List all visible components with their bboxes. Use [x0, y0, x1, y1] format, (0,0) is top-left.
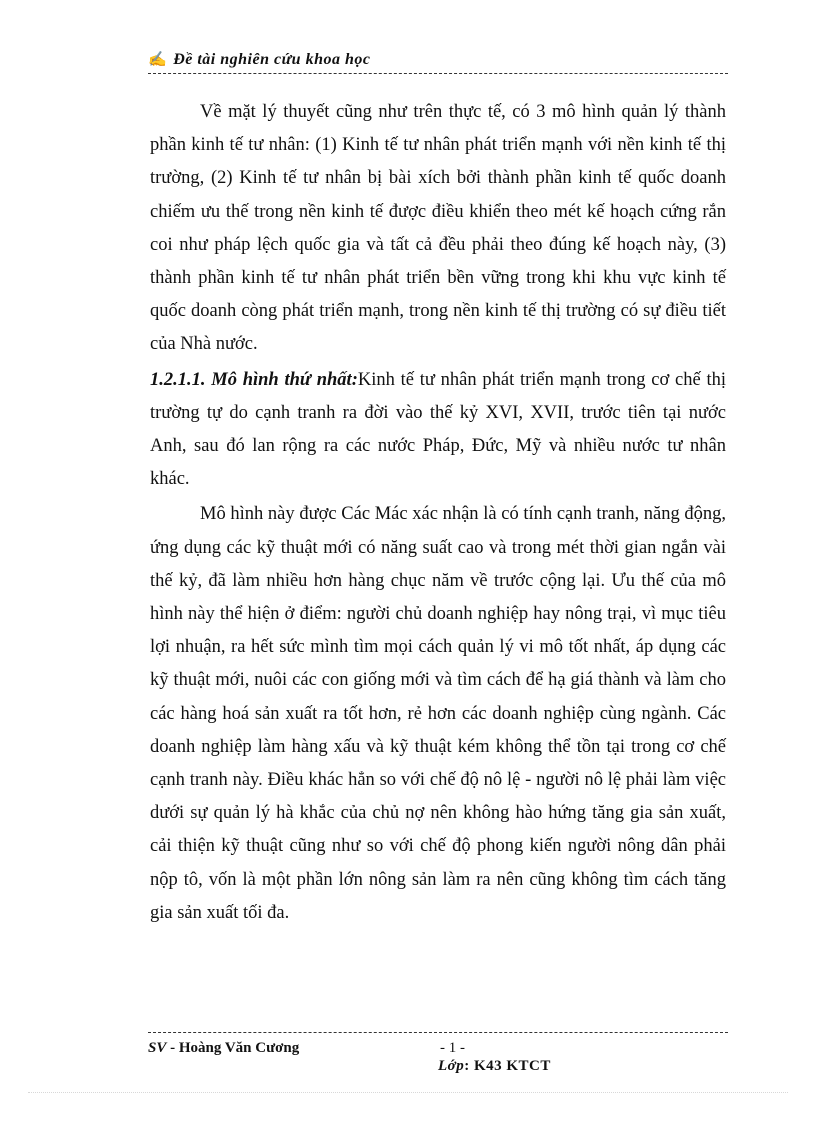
author-name: - Hoàng Văn Cương	[166, 1040, 300, 1056]
writing-hand-icon: ✍	[148, 52, 168, 68]
paragraph-2	[150, 364, 726, 497]
paragraph-3: Mô hình này được Các Mác xác nhận là có tính cạnh tranh, năng động, ứng dụng các kỹ thuật mới có năng suất cao và trong mét thời gian ngắn vài thế kỷ, đã làm nhiều hơn hàng chục năm về trước cộng lại. Ưu thế của mô hình này thể hiện ở điểm: người chủ doanh nghiệp hay nông trại, vì mục tiêu lợi nhuận, ra hết sức mình tìm mọi cách quản lý vi mô tốt nhất, áp dụng các kỹ thuật mới, nuôi các con giống mới và tìm cách để hạ giá thành và làm cho các hàng hoá sản xuất ra tốt hơn, rẻ hơn các doanh nghiệp cùng ngành. Các doanh nghiệp làm hàng xấu và kỹ thuật kém không thể tồn tại trong cơ chế cạnh tranh này. Điều khác hẳn so với chế độ nô lệ - người nô lệ phải làm việc dưới sự quản lý hà khắc của chủ nợ nên không hào hứng tăng gia sản xuất, cải thiện kỹ thuật cũng như so với chế độ phong kiến người nông dân phải nộp tô, vốn là một phần lớn nông sản làm ra nên cũng không tìm cách tăng gia sản xuất tối đa.	[150, 504, 726, 923]
paragraph-1: Về mặt lý thuyết cũng như trên thực tế, có 3 mô hình quản lý thành phần kinh tế tư nhân: (1) Kinh tế tư nhân phát triển mạnh với nền kinh tế thị trường, (2) Kinh tế tư nhân bị bài xích bởi thành phần kinh tế quốc doanh chiếm ưu thế trong nền kinh tế được điều khiển theo mét kế hoạch cứng rắn coi như pháp lệch quốc gia và tất cả đều phải theo đúng kế hoạch này, (3) thành phần kinh tế tư nhân phát triển bền vững trong khi khu vực kinh tế quốc doanh còng phát triển mạnh, trong nền kinh tế thị trường có sự điều tiết của Nhà nước.	[150, 102, 726, 355]
page-header	[148, 50, 728, 69]
footer-author	[148, 1040, 299, 1057]
section-heading: 1.2.1.1. Mô hình thứ nhất:	[150, 369, 358, 390]
page-number: - 1 -	[440, 1040, 465, 1056]
header-rule	[148, 73, 728, 74]
paragraph-2-text: Kinh tế tư nhân phát triển mạnh trong cơ chế thị trường tự do cạnh tranh ra đời vào thế kỷ XVI, XVII, trước tiên tại nước Anh, sau đó lan rộng ra các nước Pháp, Đức, Mỹ và nhiều nước tư nhân khác.	[150, 369, 726, 490]
header-title: Đề tài nghiên cứu khoa học	[173, 51, 371, 68]
page-edge-dots	[28, 1092, 788, 1093]
class-label: Lớp	[438, 1058, 465, 1074]
class-value: : K43 KTCT	[464, 1058, 551, 1074]
footer-rule	[148, 1032, 728, 1033]
sv-label: SV	[148, 1040, 167, 1056]
document-body	[150, 96, 726, 932]
footer-class	[438, 1058, 551, 1075]
